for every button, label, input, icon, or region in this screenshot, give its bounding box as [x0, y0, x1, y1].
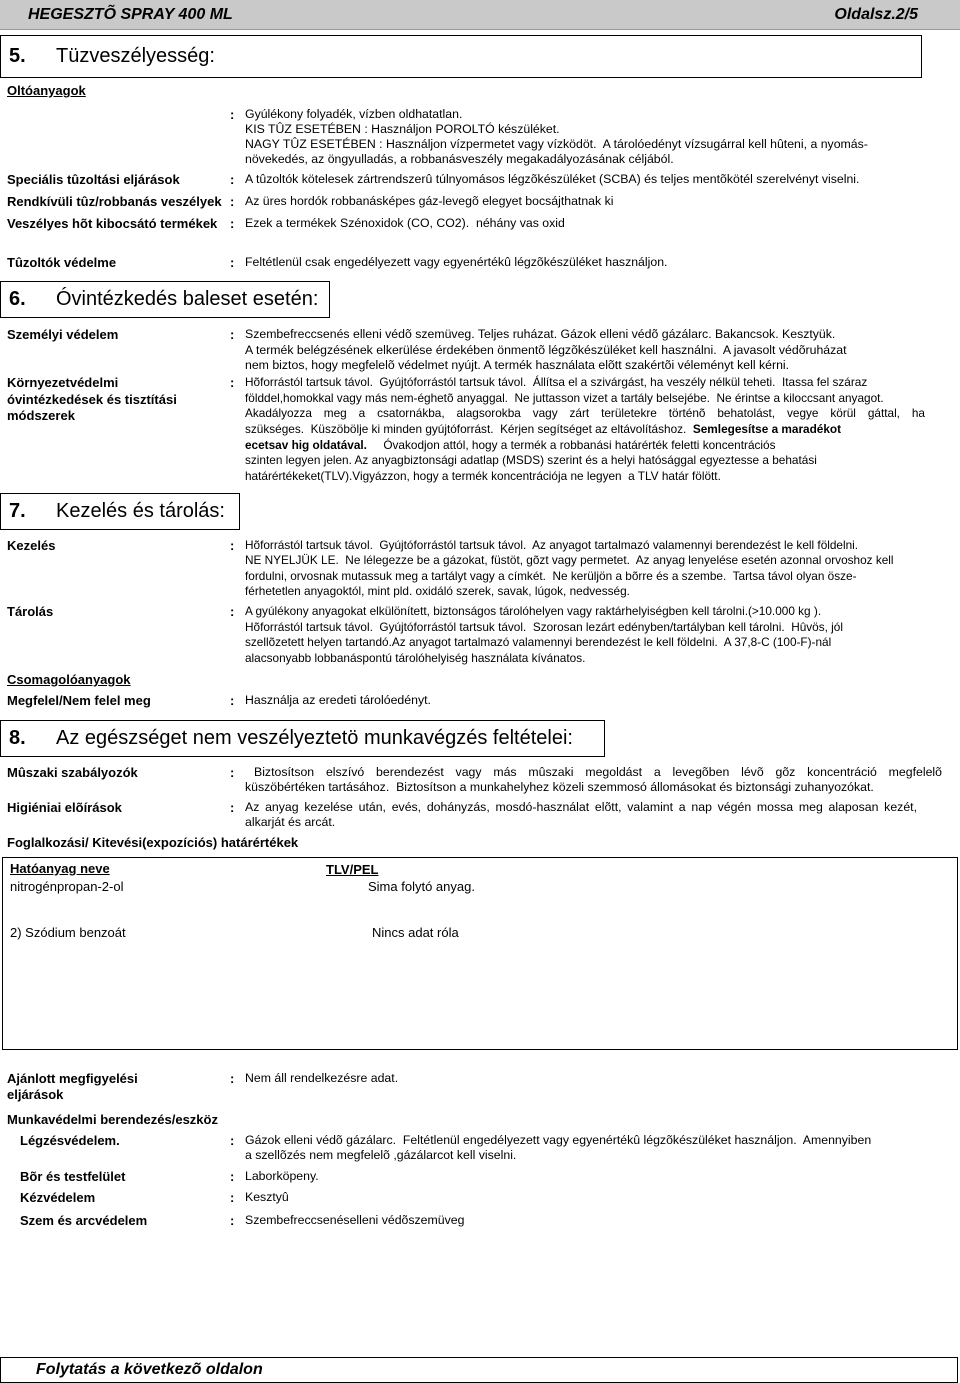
value-line: Használja az eredeti tárolóedényt. [245, 693, 431, 707]
section-title: Kezelés és tárolás: [56, 500, 225, 522]
value-line: Az anyag kezelése után, evés, dohányzás, mosdó-használat elõtt, valamint a nap végén mossa meg alaposan kezét, [245, 800, 917, 814]
hazardous-products-label: Veszélyes hõt kibocsátó termékek [7, 216, 218, 231]
monitoring-procedures-label [7, 1071, 138, 1103]
value-line: alacsonyabb lobbanáspontú tárolóhelyiség használata kívánatos. [245, 651, 586, 666]
extinguishing-media-value [245, 107, 957, 167]
section-5-heading [0, 35, 922, 78]
value-line: fordulni, orvosnak mutassuk meg a tartályt vagy a címkét. Ne kerüljön a bõrre és a szembe. Tartsa távol olyan ösze- [245, 568, 857, 583]
value-line: Biztosítson elszívó berendezést vagy más mûszaki megoldást a levegõben lévõ gõz koncentráció megfelelõ [254, 765, 942, 779]
value-emphasis: ecetsav hig oldatával. [245, 437, 367, 452]
field-separator: : [230, 693, 235, 708]
value-line: Hõforrástól tartsuk távol. Gyújtóforrástól tartsuk távol. Az anyagot tartalmazó valamennyi berendezést le kell földelni. [245, 538, 859, 552]
respiratory-protection-value [245, 1133, 957, 1163]
field-separator: : [230, 1190, 235, 1205]
header-bar [0, 0, 960, 30]
value-line: határértékeket(TLV).Vigyázzon, hogy a termék koncentrációja ne legyen a TLV határ fölött. [245, 469, 721, 484]
ppe-heading: Munkavédelmi berendezés/eszköz [7, 1112, 218, 1127]
page-number: Oldalsz.2/5 [834, 6, 918, 23]
field-separator: : [230, 1071, 235, 1086]
value-line: Feltétlenül csak engedélyezett vagy egyenértékû légzõkészüléket használjon. [245, 255, 668, 269]
section-title: Tüzveszélyesség: [56, 45, 215, 67]
value-line: A termék belégzésének elkerülése érdekében önmentõ légzõkészüléket kell használni. A javasolt védõruházat [245, 342, 847, 357]
value-line: NE NYELJÜK LE. Ne lélegezze be a gázokat, füstöt, gõzt vagy permetet. Az anyag lenyelése esetén azonnal orvoshoz kell [245, 553, 894, 568]
field-separator: : [230, 375, 235, 390]
field-separator: : [230, 800, 235, 815]
label-line: módszerek [7, 408, 75, 423]
label-line: Ajánlott megfigyelési [7, 1071, 138, 1086]
field-separator: : [230, 255, 235, 270]
label-line: eljárások [7, 1087, 64, 1102]
firefighter-protection-label: Tûzoltók védelme [7, 255, 117, 270]
value-line: Az üres hordók robbanásképes gáz-levegõ elegyet bocsájthatnak ki [245, 194, 614, 208]
value-line: A gyúlékony anyagokat elkülönített, biztonságos tárolóhelyen vagy raktárhelyiségben kell tárolni.(>10.000 kg ). [245, 604, 822, 618]
footer-bar [0, 1357, 958, 1383]
value-line: küszöbértéken tartásához. Biztosítson a munkahelyhez közeli szemmosó állomásokat és biztonsági zuhanyozókat. [245, 780, 874, 794]
storage-value [245, 604, 957, 667]
section-title: Az egészséget nem veszélyeztetö munkavégzés feltételei: [56, 727, 573, 749]
value-line [245, 438, 957, 454]
value-line: Gyúlékony folyadék, vízben oldhatatlan. [245, 107, 463, 121]
monitoring-procedures-value [245, 1071, 957, 1087]
section-6-heading [0, 281, 330, 318]
table-cell-tlv-pel: Sima folytó anyag. [368, 879, 475, 894]
field-separator: : [230, 765, 235, 780]
table-cell-substance: 2) Szódium benzoát [10, 925, 126, 940]
value-line: szellõzetett helyen tartandó.Az anyagot tartalmazó valamennyi berendezést le kell földelni. A 37,8-C (100-F)-nál [245, 635, 832, 650]
value-text: Óvakodjon attól, hogy a termék a robbanási határérték feletti koncentrációs [366, 437, 776, 452]
value-line: Kesztyû [245, 1190, 289, 1204]
personal-protection-value [245, 327, 957, 374]
firefighter-protection-value [245, 255, 957, 271]
handling-value [245, 538, 957, 599]
field-separator: : [230, 107, 235, 122]
field-separator: : [230, 194, 235, 209]
value-line: földdel,homokkal vagy más nem-éghetõ anyaggal. Ne juttasson vizet a tartály belsejébe. Ne érintse a kiloccsant anyagot. [245, 390, 884, 405]
field-separator: : [230, 216, 235, 231]
section-8-heading [0, 720, 605, 757]
section-number: 7. [9, 500, 26, 522]
hand-protection-label: Kézvédelem [20, 1190, 96, 1205]
value-line: Nem áll rendelkezésre adat. [245, 1071, 399, 1085]
extinguishing-media-label: Oltóanyagok [7, 83, 86, 98]
packaging-heading: Csomagolóanyagok [7, 672, 131, 687]
packaging-suitability-label: Megfelel/Nem felel meg [7, 693, 151, 708]
value-line: Laborköpeny. [245, 1169, 319, 1183]
special-firefighting-value [245, 172, 957, 188]
table-cell-substance: nitrogénpropan-2-ol [10, 879, 124, 894]
section-number: 5. [9, 45, 26, 67]
value-line: növekedés, az öngyulladás, a robbanásveszély megakadályozásának céljából. [245, 152, 674, 166]
field-separator: : [230, 538, 235, 553]
field-separator: : [230, 1213, 235, 1228]
field-separator: : [230, 604, 235, 619]
value-line: a szellõzés nem megfelelõ ,gázálarcot kell viselni. [245, 1148, 517, 1162]
field-separator: : [230, 172, 235, 187]
unusual-hazards-label: Rendkívüli tûz/robbanás veszélyek [7, 194, 222, 209]
special-firefighting-label: Speciális tûzoltási eljárások [7, 172, 180, 187]
personal-protection-label: Személyi védelem [7, 327, 119, 342]
value-line: Ezek a termékek Szénoxidok (CO, CO2). néhány vas oxid [245, 216, 565, 230]
column-header-substance: Hatóanyag neve [10, 861, 110, 876]
section-title: Óvintézkedés baleset esetén: [56, 288, 319, 310]
engineering-controls-value [245, 765, 957, 795]
value-line: Gázok elleni védõ gázálarc. Feltétlenül engedélyezett vagy egyenértékû légzõkészüléket használjon. Amennyiben [245, 1133, 872, 1147]
storage-label: Tárolás [7, 604, 54, 619]
section-number: 8. [9, 727, 26, 749]
field-separator: : [230, 1169, 235, 1184]
value-line: A tûzoltók kötelesek zártrendszerû túlnyomásos légzõkészüléket (SCBA) és teljes mentõkötél szerelvényt viselni. [245, 172, 860, 186]
value-line: férhetetlen anyagoktól, mint pld. oxidáló szerek, savak, lúgok, nedvesség. [245, 583, 630, 598]
unusual-hazards-value [245, 194, 957, 210]
value-line: Szembefreccsenéselleni védõszemüveg [245, 1213, 465, 1227]
hazardous-products-value [245, 216, 957, 232]
value-line: KIS TÛZ ESETÉBEN : Használjon POROLTÓ készüléket. [245, 122, 560, 136]
handling-label: Kezelés [7, 538, 56, 553]
skin-protection-label: Bõr és testfelület [20, 1169, 126, 1184]
value-line: szinten legyen jelen. Az anyagbiztonsági adatlap (MSDS) szerint és a helyi hatósággal egyeztesse a behatási [245, 453, 817, 468]
hygiene-value [245, 800, 957, 830]
value-emphasis: Semlegesítse a maradékot [692, 422, 842, 437]
packaging-suitability-value [245, 693, 957, 709]
value-line: Hõforrástól tartsuk távol. Gyújtóforrástól tartsuk távol. Állítsa el a szivárgást, ha veszély nélkül teheti. Itassa fel száraz [245, 375, 868, 389]
value-line: Szembefreccsenés elleni védõ szemüveg. Teljes ruházat. Gázok elleni védõ gázálarc. Bakancsok. Kesztyük. [245, 327, 836, 341]
engineering-controls-label: Mûszaki szabályozók [7, 765, 138, 780]
hygiene-label: Higiéniai elõírások [7, 800, 122, 815]
exposure-limits-heading: Foglalkozási/ Kitevési(expozíciós) határértékek [7, 835, 299, 850]
value-line: alkarját és arcát. [245, 815, 336, 829]
eye-protection-label: Szem és arcvédelem [20, 1213, 148, 1228]
label-line: Környezetvédelmi [7, 375, 119, 390]
product-title: HEGESZTÕ SPRAY 400 ML [28, 6, 233, 23]
value-line [245, 422, 957, 438]
table-cell-tlv-pel: Nincs adat róla [372, 925, 459, 940]
exposure-limits-table [2, 857, 958, 1050]
value-line: Akadályozza meg a csatornákba, alagsorokba vagy zárt területekre történõ behatolást, vegye körül gáttal, ha [245, 406, 925, 421]
value-text: szükséges. Küszöbölje ki minden gyújtóforrást. Kérjen segítséget az eltávolításhoz. [245, 422, 693, 437]
label-line: óvintézkedések és tisztítási [7, 391, 177, 407]
environmental-precautions-label [7, 375, 177, 425]
respiratory-protection-label: Légzésvédelem. [20, 1133, 120, 1148]
eye-protection-value [245, 1213, 957, 1229]
value-line: NAGY TÛZ ESETÉBEN : Használjon vízpermetet vagy vízködöt. A tárolóedényt vízsugárral kell hûteni, a nyomás- [245, 137, 868, 151]
environmental-precautions-value [245, 375, 957, 485]
field-separator: : [230, 1133, 235, 1148]
section-7-heading [0, 493, 240, 530]
hand-protection-value [245, 1190, 957, 1206]
section-number: 6. [9, 288, 26, 310]
value-line: nem biztos, hogy megfelelõ védelmet nyújt. A termék használata elõtt szakértõi véleményt kell kérni. [245, 358, 790, 372]
skin-protection-value [245, 1169, 957, 1185]
continued-note: Folytatás a következõ oldalon [36, 1361, 263, 1378]
field-separator: : [230, 327, 235, 342]
column-header-tlv-pel: TLV/PEL [326, 862, 379, 877]
value-line: Hõforrástól tartsuk távol. Gyújtóforrástól tartsuk távol. Szorosan lezárt edényben/tartályban kell tárolni. Hûvös, jól [245, 619, 843, 634]
